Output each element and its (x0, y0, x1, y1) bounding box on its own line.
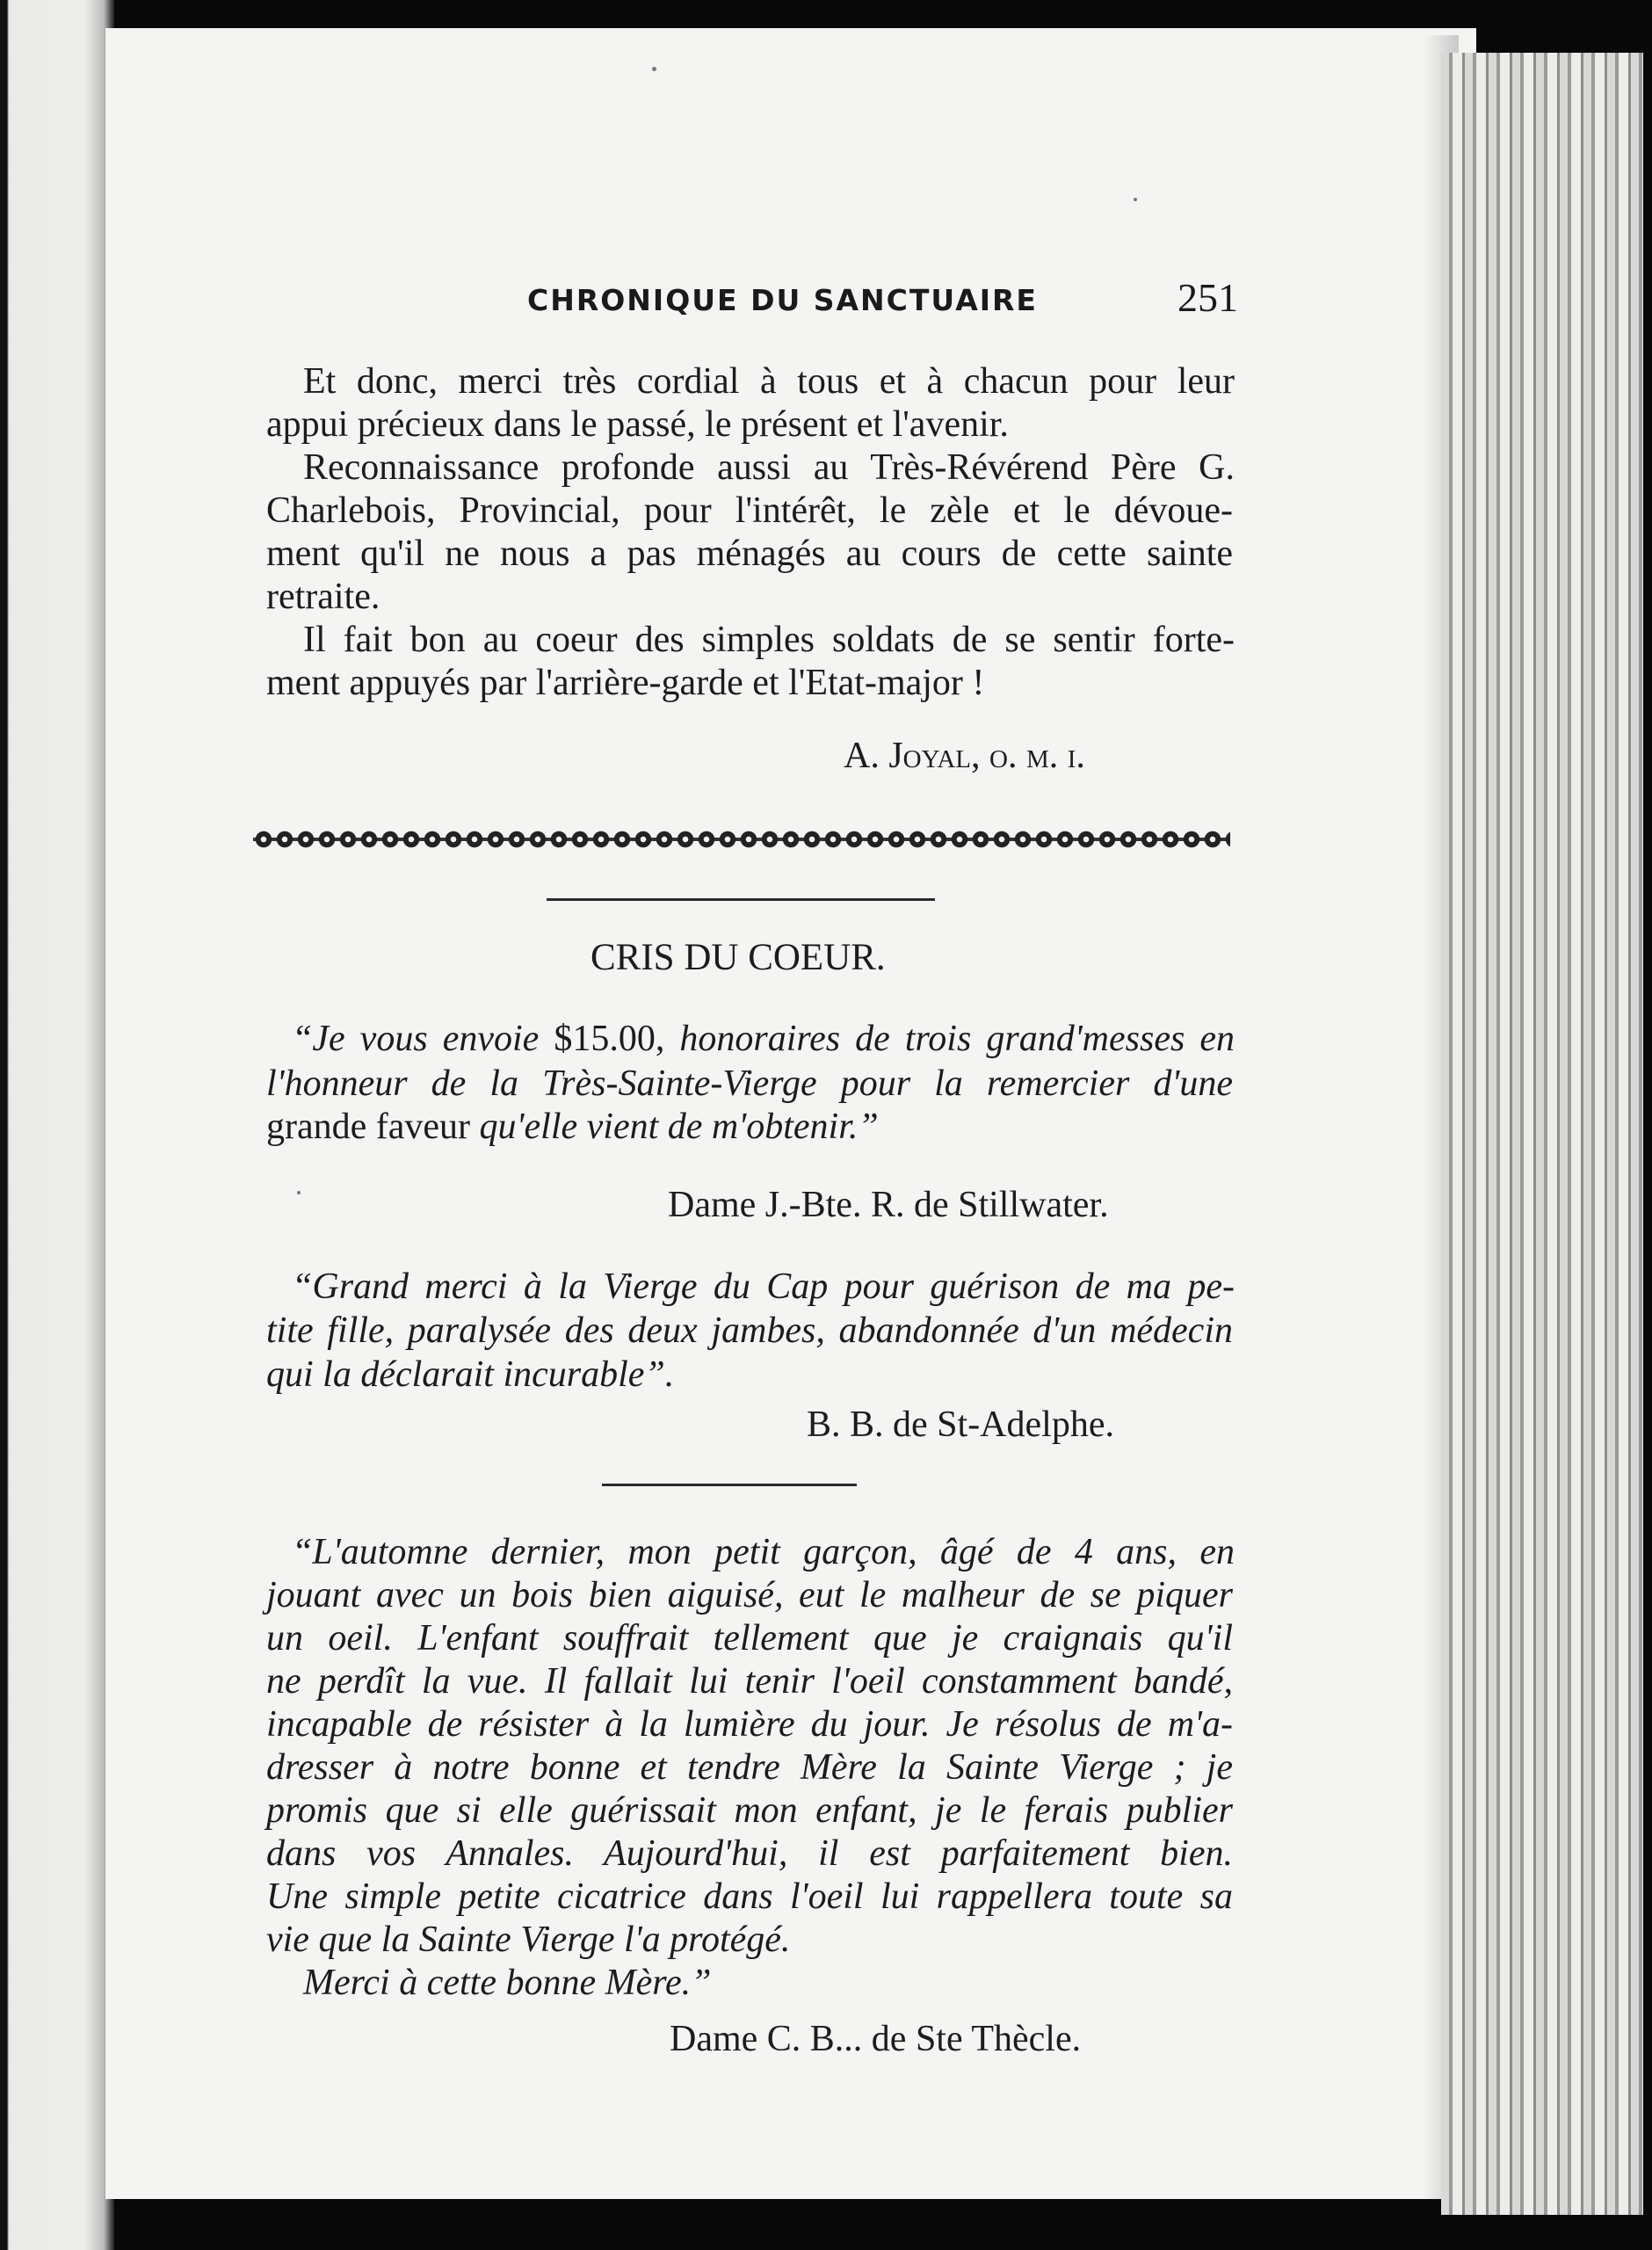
page-number: 251 (1177, 275, 1238, 320)
text-line: Reconnaissance profonde aussi au Très-Révérend Père G. (303, 447, 1235, 488)
text-line: retraite. (266, 577, 380, 617)
text-line: ment qu'il ne nous a pas ménagés au cours de cette sainte (266, 533, 1233, 574)
text-line: appui précieux dans le passé, le présent et l'avenir. (266, 404, 1009, 445)
letter-line: “Je vous envoie $15.00, honoraires de trois grand'messes en (292, 1019, 1235, 1059)
letter-line: “L'automne dernier, mon petit garçon, âgé de 4 ans, en (292, 1532, 1235, 1572)
section-title: CRIS DU COEUR. (591, 937, 886, 978)
letter-line: grande faveur qu'elle vient de m'obtenir.” (266, 1107, 879, 1147)
text-line: Charlebois, Provincial, pour l'intérêt, le zèle et le dévoue- (266, 490, 1233, 531)
letter-line: promis que si elle guérissait mon enfant, je le ferais publier (266, 1790, 1233, 1831)
running-header: CHRONIQUE DU SANCTUAIRE (527, 283, 1038, 317)
letter-signature: Dame C. B... de Ste Thècle. (670, 2019, 1082, 2059)
section-rule (547, 898, 935, 901)
letter-line: Merci à cette bonne Mère.” (303, 1963, 712, 2003)
letter-line: “Grand merci à la Vierge du Cap pour guérison de ma pe- (292, 1267, 1235, 1307)
text-line: Il fait bon au coeur des simples soldats de se sentir forte- (303, 620, 1235, 660)
letter-line: jouant avec un bois bien aiguisé, eut le malheur de se piquer (266, 1575, 1233, 1615)
dust-speck (297, 1191, 301, 1194)
letter-signature: B. B. de St-Adelphe. (807, 1404, 1114, 1445)
letter-line: ne perdît la vue. Il fallait lui tenir l'oeil constamment bandé, (266, 1661, 1233, 1702)
letter-line: dresser à notre bonne et tendre Mère la Sainte Vierge ; je (266, 1747, 1233, 1788)
letter-signature: Dame J.-Bte. R. de Stillwater. (668, 1185, 1109, 1225)
left-page-edge (0, 0, 114, 2250)
text-line: Et donc, merci très cordial à tous et à chacun pour leur (303, 361, 1235, 402)
author-signature: A. Joyal, o. m. i. (844, 736, 1085, 776)
dust-speck (652, 67, 656, 71)
text-line: ment appuyés par l'arrière-garde et l'Etat-major ! (266, 663, 985, 703)
decorative-ornament-band (253, 824, 1230, 854)
letter-line: l'honneur de la Très-Sainte-Vierge pour la remercier d'une (266, 1063, 1233, 1104)
page-edges-stack (1441, 53, 1643, 2215)
letter-line: vie que la Sainte Vierge l'a protégé. (266, 1920, 791, 1960)
section-rule (602, 1484, 857, 1486)
letter-line: dans vos Annales. Aujourd'hui, il est parfaitement bien. (266, 1833, 1233, 1874)
letter-line: Une simple petite cicatrice dans l'oeil lui rappellera toute sa (266, 1876, 1233, 1917)
letter-line: incapable de résister à la lumière du jour. Je résolus de m'a- (266, 1704, 1233, 1745)
letter-line: un oeil. L'enfant souffrait tellement que je craignais qu'il (266, 1618, 1233, 1658)
letter-line: tite fille, paralysée des deux jambes, abandonnée d'un médecin (266, 1310, 1233, 1351)
letter-line: qui la déclarait incurable”. (266, 1354, 675, 1395)
dust-speck (1134, 198, 1137, 201)
